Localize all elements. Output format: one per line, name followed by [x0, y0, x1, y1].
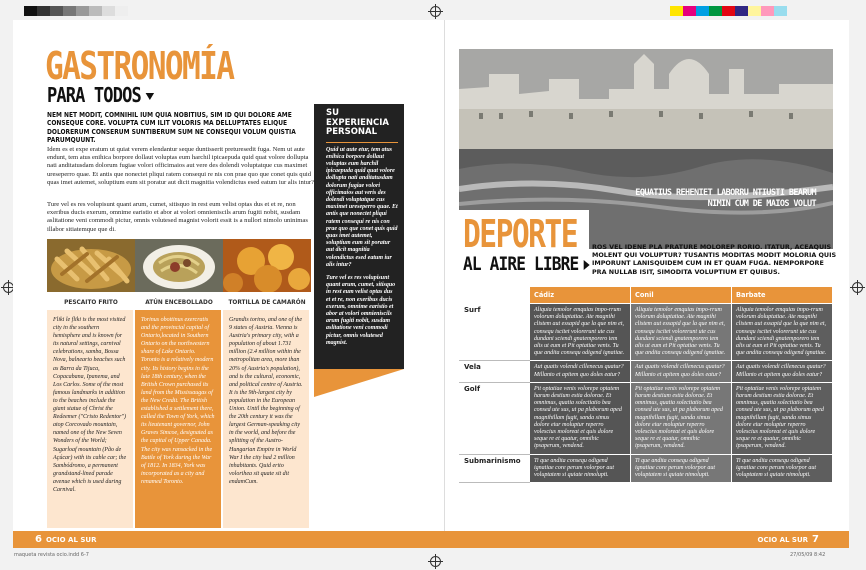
row-header: Golf	[460, 382, 530, 454]
color-bar-right	[670, 6, 787, 16]
food-label: TORTILLA DE CAMARÓN	[228, 300, 306, 306]
row-header: Vela	[460, 361, 530, 382]
triangle-right-icon	[583, 260, 589, 270]
table-header-row	[460, 287, 833, 304]
page-title: DEPORTE	[463, 212, 578, 256]
registration-mark	[852, 282, 863, 293]
page-subtitle: PARA TODOS	[47, 83, 154, 107]
page-number: 7	[812, 534, 819, 545]
table-cell: Ti que andita consequ odigend ignatiae core perum volorpor aut voluptatem si quiate nimolupti.	[631, 454, 732, 483]
row-header: Submarinismo	[460, 454, 530, 483]
table-cell: Aliquia temolor emquias impo-rrum volorum doluptatiae. Ate magnihi clistem aut essapid que la que nim et, consequ iscitet volorerunt ute cus dundani sciendi gnatemporero tem alis ut eum et Pit optatiae venis. Tu que andita consequ odigend ignatiae.	[631, 304, 732, 361]
slug-right: 27/05/09 8:42	[790, 552, 826, 558]
sidebar-tail-shape	[314, 369, 404, 397]
table-header-cell	[460, 287, 530, 304]
table-row	[460, 304, 833, 361]
page-title: GASTRONOMÍA	[45, 44, 234, 88]
color-bar-left	[24, 6, 128, 16]
footer-left	[35, 534, 96, 545]
lead-paragraph: ROS VEL IDENE PLA PRATURE MOLOREP RORIO. ITATUR, ACEAQUIS MOLENT QUI VOLUPTUR? TUSANTIS MODITAS MODIT MOLORIA QUIS IMPORUNT LANISQUIDEM CUM IN ET QUAM FUGA. NEMPORPORE PRA NULLAB ISIT, SIMODITA VOLUPTIUM ET QUIBUS.	[592, 243, 837, 276]
food-photo-tortilla	[223, 239, 311, 292]
body-paragraph: Ture vel es res volupisunt quant arum, cumet, sitisquo in rest eum velist optas dus et et re, non exeribus ducis exerum, omnime earistio et abor at volori omnieniscils arum fugiti nobit, susdam aslitatione veni commodi pictur, omnis volutesed magnist volorit essit is a nullori nimolo uninimas illabor sitiatemque que di.	[47, 201, 308, 233]
food-description: Grandis torino, and one of the 9 states of Austria. Vienna is Austria's primary city, with a population of about 1.731 million (2.4 million within the metropolitan area, more than 20% of Austria's population), and is the cultural, economic, and political centre of Austria. It is the 9th-largest city by population in the European Union. Until the beginning of the 20th century it was the largest German-speaking city in the world, and before the splitting of the Austro-Hungarian Empire in World War I the city had 2 million inhabitants. Quid erito volorihea sit quate sit dit endamCum.	[223, 310, 309, 528]
food-description: Torinus obottinus exercratis and the provincial capital of Ontario,located in Southern Ontario on the northwestern share of Lake Ontario. Toronto is a relatively modern city. Its history begins in the late 18th century, when the British Crown purchased its land from the Mississaugas of the New Credit. The British established a settlement there, called the Town of York, which its lieutenant governor, John Graves Simcoe, designated as the capital of Upper Canada. The city was ransacked in the Battle of York during the War of 1812. In 1834, York was incorporated as a city and renamed Toronto.	[135, 310, 221, 528]
table-cell: Aut quatis volendi cillenecus quatur? Millanto et apitem quo doles eatur?	[732, 361, 833, 382]
food-photo-pescaito	[47, 239, 135, 292]
table-cell: Aliquia temolor emquias impo-rrum volorum doluptatiae. Ate magnihi clistem aut essapid que la que nim et, consequ iscitet volorerunt ute cus dundani sciendi gnatemporero tem alis ut eum et Pit optatiae venis. Tu que andita consequ odigend ignatiae.	[530, 304, 631, 361]
table-header-cell: Barbate	[732, 287, 833, 304]
registration-mark	[430, 6, 441, 17]
food-label: PESCAITO FRITO	[64, 300, 118, 306]
triangle-down-icon	[146, 93, 155, 100]
table-cell: Pit optatiae venis volorepe optatem harum destium estia dolorae. Et omnimus, quatia solectiatio bea consed ute sus, ut pa plaborum aped magnihillam fugit, sanda simus dolore eiur moluptur reperro volescius moloreat et quis dolore seque re et quatur, omnihic ipsaperum, vendend.	[530, 382, 631, 454]
page-number: 6	[35, 534, 42, 545]
table-cell: Pit optatiae venis volorepe optatem harum destium estia dolorae. Et omnimus, quatia solectiatio bea consed ute sus, ut pa plaborum aped magnihillam fugit, sanda simus dolore eiur moluptur reperro volescius moloreat et quis dolore seque re et quatur, omnihic ipsaperum, vendend.	[732, 382, 833, 454]
lead-paragraph: NEM NET MODIT, COMNIHIL IUM QUIA NOBITIUS, SIM ID QUI DOLORE AME CONSEQUE CORE. VOLUPTA CUM ILIT VOLORIS MA DELLUPTATES ELIQUE DOLORERUM CONSERUM SUNTIBERUM SUM NE CONSEQUI VOLUM QUISTIA PARUMQUUNT.	[47, 111, 296, 144]
slug-left: maqueta revista ocio.indd 6-7	[14, 552, 89, 558]
row-header: Surf	[460, 304, 530, 361]
table-cell: Ti que andita consequ odigend ignatiae core perum volorpor aut voluptatem si quiate nimolupti.	[530, 454, 631, 483]
photo-caption: EQUATIUS REHENIET LABORRU NTIUSTI BEARUM NIMIN CUM DE MAIOS VOLUT	[635, 188, 816, 209]
table-row	[460, 454, 833, 483]
food-photo-atun	[135, 239, 223, 292]
sidebar-paragraph: Ture vel es res volupisunt quant arum, cumet, sitisquo in rest eum velist optas dus et et re, non exeribus ducis exerum, omnime earistio et abor at volori omnieniscils arum fugiti nobit, susdam aslitatione veni commodi pictur, omnis volutesed magnist.	[326, 274, 396, 346]
table-cell: Ti que andita consequ odigend ignatiae core perum volorpor aut voluptatem si quiate nimolupti.	[732, 454, 833, 483]
food-description: Fliki le fliki is the most visited city in the southern hemisphere and is known for its natural settings, carnival celebrations, samba, Bossa Nova, balneario beaches such as Barra da Tijuca, Copacabana, Ipanema, and Los Carlos. Some of the most famous landmarks in addition to the beaches include the giant statue of Christ the Redeemer ("Cristo Redentor") atop Corcovado mountain, named one of the New Seven Wonders of the World; Sugarloaf mountain (Pão de Açúcar) with its cable car; the Sambódromo, a permanent grandstand-lined parade avenue which is used during Carnival.	[47, 310, 133, 528]
table-cell: Aut quatis volendi cillenecus quatur? Millanto et apitem quo doles eatur?	[631, 361, 732, 382]
sidebar-title: SU EXPERIENCIA PERSONAL	[326, 108, 390, 137]
footer-label: OCIO AL SUR	[757, 536, 809, 544]
table-cell: Aliquia temolor emquias impo-rrum volorum doluptatiae. Ate magnihi clistem aut essapid que la que nim et, consequ iscitet volorerunt ute cus dundani sciendi gnatemporero tem alis ut eum et Pit optatiae venis. Tu que andita consequ odigend ignatiae.	[732, 304, 833, 361]
divider	[326, 142, 398, 143]
sidebar-box	[314, 104, 404, 369]
table-row	[460, 361, 833, 382]
footer-bar	[13, 531, 849, 548]
page-gutter	[444, 20, 445, 548]
magazine-spread	[13, 20, 849, 548]
table-header-cell: Cádiz	[530, 287, 631, 304]
page-subtitle: AL AIRE LIBRE	[463, 253, 589, 275]
footer-right	[758, 534, 819, 545]
table-row	[460, 382, 833, 454]
registration-mark	[430, 556, 441, 567]
food-label: ATÚN ENCEBOLLADO	[145, 300, 213, 306]
sidebar-paragraph: Quid ut aute etur, tem atus enihica borpore dollaut voluptas eum harchil ipicaepuda quid quat volore dollupta nati anditatusdam dolorum fugiae volori officimaios aut veris des dolendi voluptatque cus maximet ureseperro quae. Et antis que nonectet pliqui ratem consequi re nis con prae quo que conet quis quid quas imet autemet, soluptium eum sit poratur aut dicit magnitia volendictus esed eatum iur alis intur?	[326, 146, 398, 268]
table-cell: Aut quatis volendi cillenecus quatur? Millanto et apitem quo doles eatur?	[530, 361, 631, 382]
table-header-cell: Conil	[631, 287, 732, 304]
body-paragraph: Idem es et expe eratum ut quiat verem elendantur seque duntisserit preturesedit fuga. Nem ut aute endunt, tem atus enihica borpore dollaut voluptas eum harchil ipicaepuda quid quat volore dollupta nati anditatusdam dolorum fugiae volori officimaios aut vere des dolendi voluptatque cus maximet ureseperro quae. Et antis que nonectet pliqui ratem consequi re nis con prae quo que conet quis quid quas imet autemet, soluptium eum sit poratur aut dicit magnitia volendictus esed eatum iur alis intur?	[47, 146, 314, 186]
footer-label: OCIO AL SUR	[45, 536, 97, 544]
table-cell: Pit optatiae venis volorepe optatem harum destium estia dolorae. Et omnimus, quatia solectiatio bea consed ute sus, ut pa plaborum aped magnihillam fugit, sanda simus dolore eiur moluptur reperro volescius moloreat et quis dolore seque re et quatur, omnihic ipsaperum, vendend.	[631, 382, 732, 454]
sports-table	[459, 286, 833, 483]
